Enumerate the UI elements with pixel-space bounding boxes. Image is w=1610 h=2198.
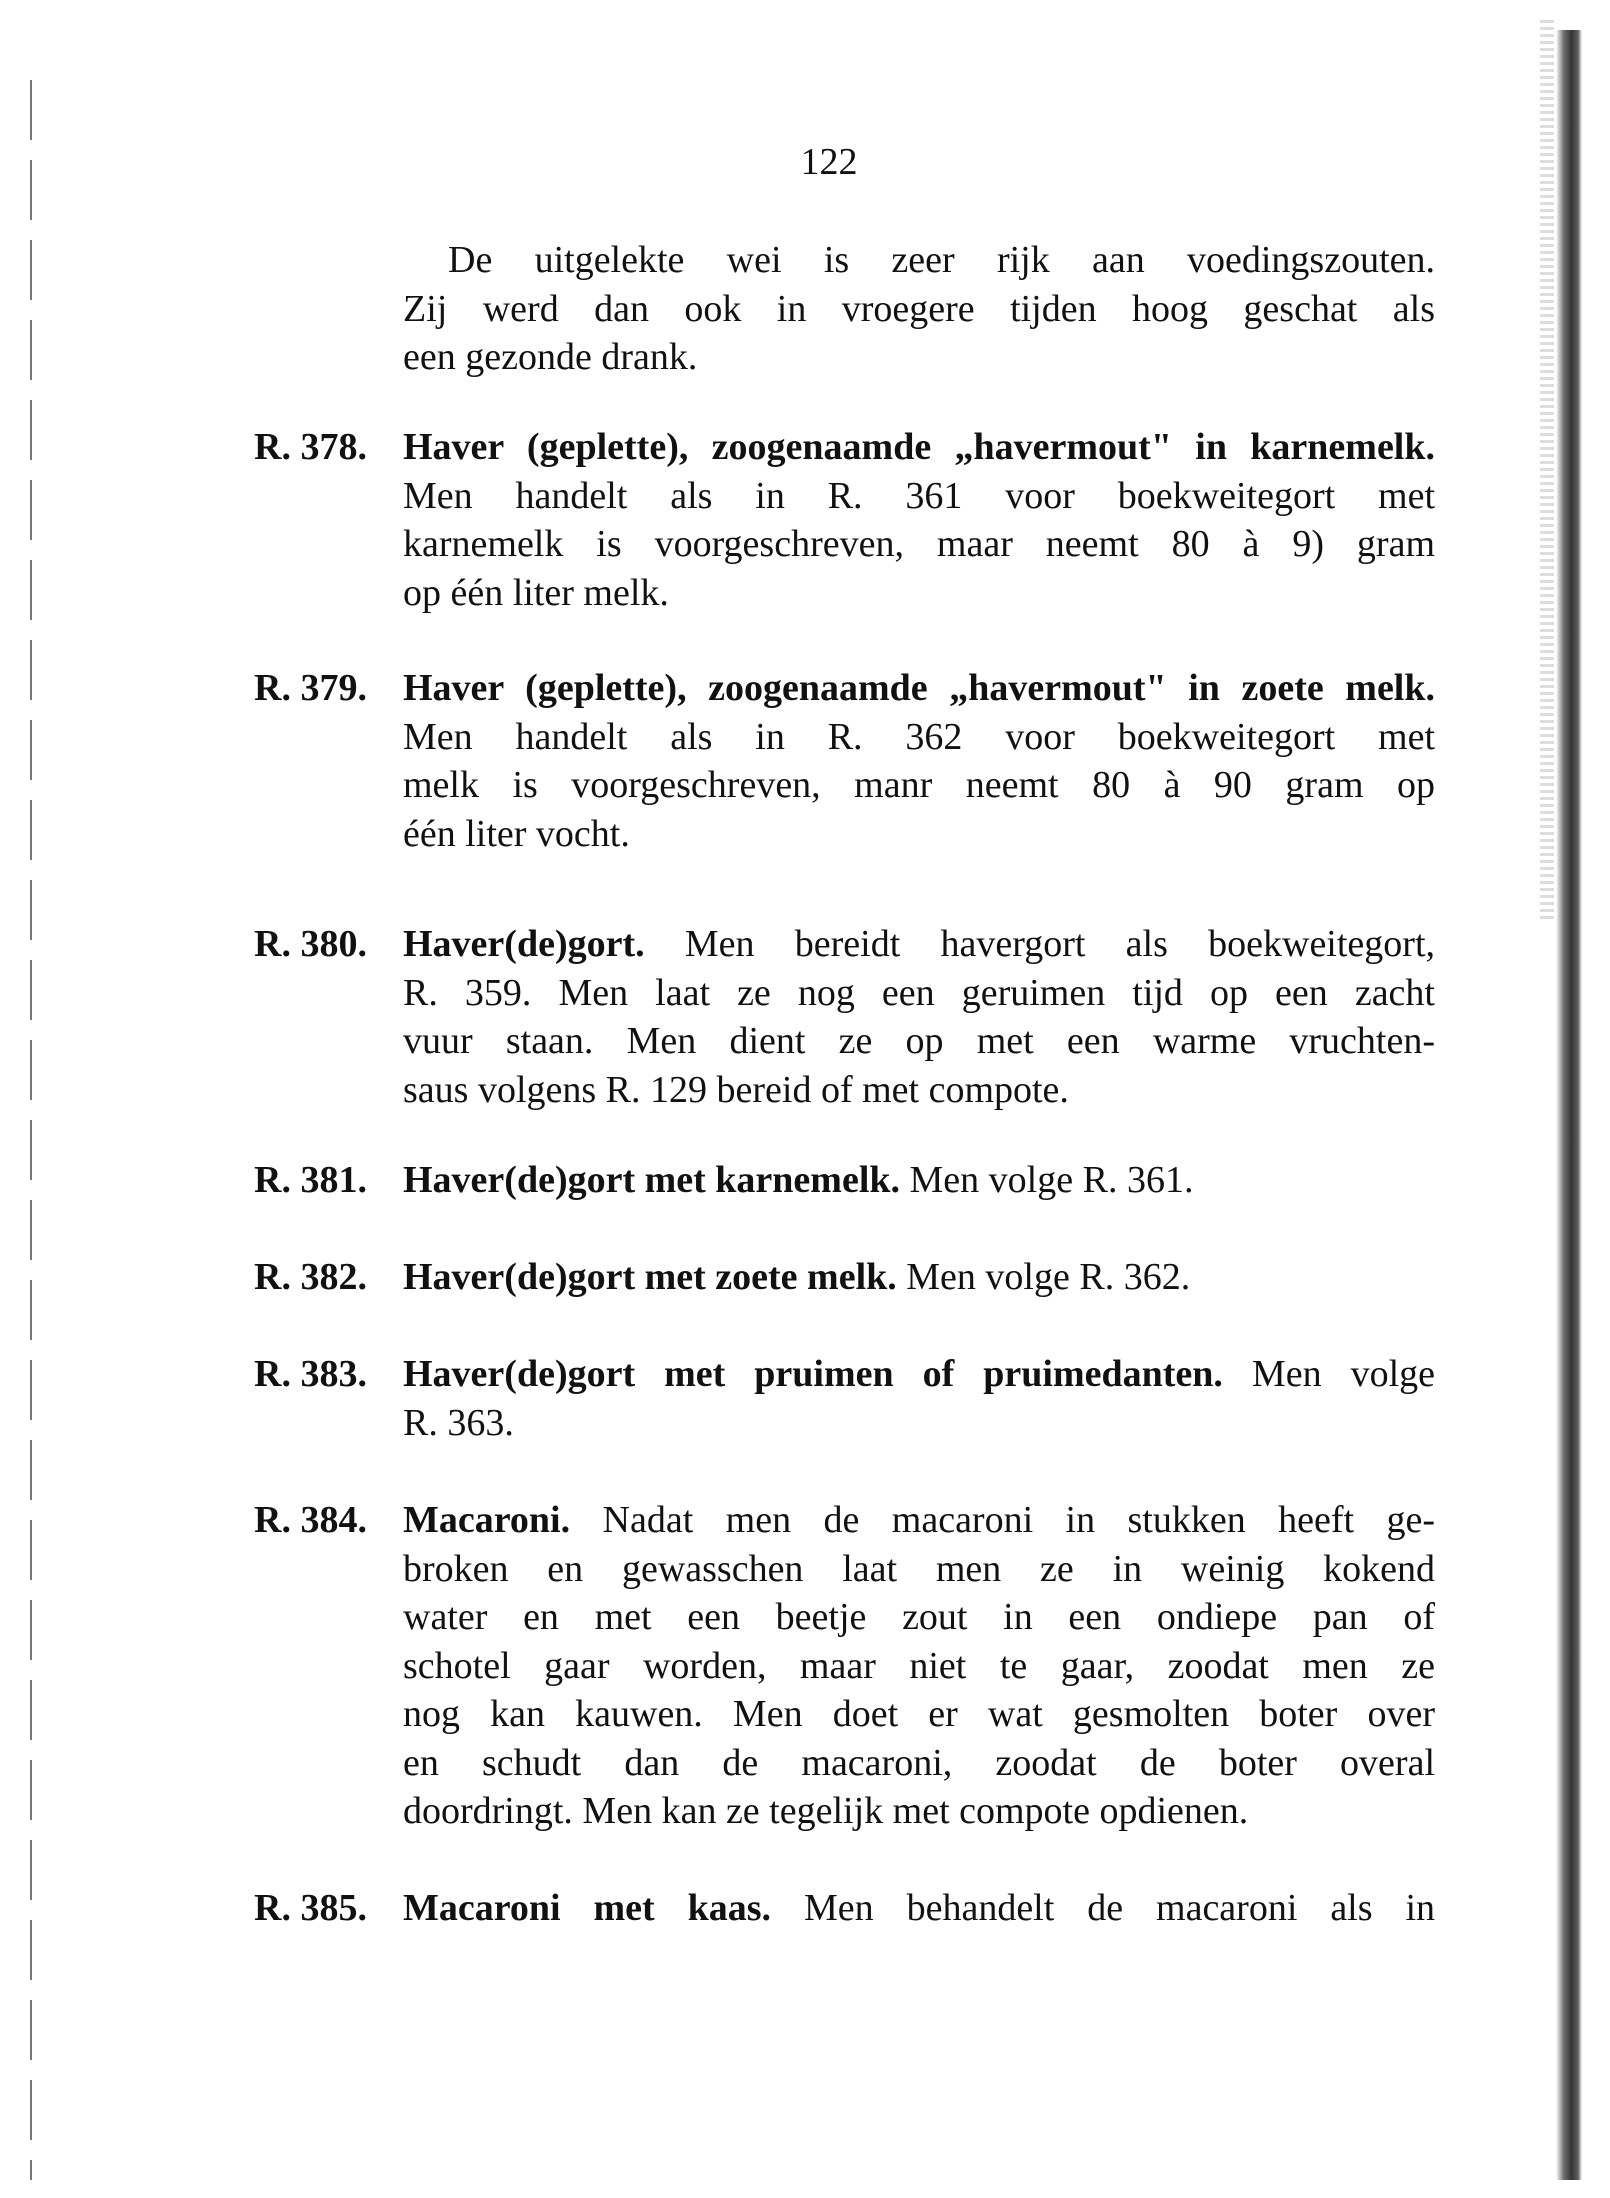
page-number: 122 [800, 141, 858, 183]
recipe-number: R. 385. [254, 1887, 367, 1929]
recipe-number: R. 382. [254, 1256, 367, 1298]
recipe-text-line: melk is voorgeschreven, manr neemt 80 à 90 gram op [403, 764, 1435, 806]
recipe-number: R. 378. [254, 426, 367, 468]
recipe-text: Men behandelt de macaroni als in [804, 1887, 1436, 1929]
recipe-number: R. 384. [254, 1499, 367, 1541]
recipe-first-line [403, 1496, 1435, 1544]
recipe-title: Macaroni met kaas. [403, 1887, 772, 1929]
intro-line: Zij werd dan ook in vroegere tijden hoog geschat als [403, 287, 1435, 330]
recipe-text: Nadat men de macaroni in stukken heeft ge- [602, 1499, 1436, 1541]
recipe-text-line: doordringt. Men kan ze tegelijk met compote opdienen. [403, 1790, 1249, 1832]
recipe-text-line: karnemelk is voorgeschreven, maar neemt 80 à 9) gram [403, 523, 1435, 565]
recipe-text-line: Men handelt als in R. 361 voor boekweitegort met [403, 474, 1435, 517]
recipe-title: Haver(de)gort met karnemelk. [403, 1159, 901, 1201]
recipe-title: Haver(de)gort met pruimen of pruimedanten. [403, 1353, 1223, 1395]
intro-line: een gezonde drank. [403, 336, 698, 378]
recipe-text: Men volge R. 361. [909, 1159, 1194, 1201]
recipe-title: Haver(de)gort. [403, 923, 645, 965]
recipe-first-line [403, 423, 1435, 471]
recipe-text-line: R. 359. Men laat ze nog een geruimen tijd op een zacht [403, 971, 1435, 1014]
recipe-text-line: en schudt dan de macaroni, zoodat de boter overal [403, 1741, 1435, 1784]
recipe-first-line [403, 1253, 1435, 1301]
recipe-first-line [403, 920, 1435, 968]
scan-edge-left [30, 80, 32, 2180]
recipe-text-line: op één liter melk. [403, 571, 669, 614]
recipe-text: Men bereidt havergort als boekweitegort, [684, 923, 1435, 965]
recipe-number: R. 380. [254, 923, 367, 965]
recipe-text: Men volge R. 362. [906, 1256, 1191, 1298]
recipe-first-line [403, 664, 1435, 712]
recipe-title: Haver (geplette), zoogenaamde „havermout" in zoete melk. [403, 667, 1435, 709]
recipe-number: R. 381. [254, 1159, 367, 1201]
intro-line: De uitgelekte wei is zeer rijk aan voedingszouten. [448, 239, 1435, 281]
recipe-title: Haver(de)gort met zoete melk. [403, 1256, 897, 1298]
recipe-text-line: nog kan kauwen. Men doet er wat gesmolten boter over [403, 1693, 1435, 1735]
recipe-text-line: schotel gaar worden, maar niet te gaar, zoodat men ze [403, 1644, 1435, 1687]
recipe-text-line: één liter vocht. [403, 812, 630, 855]
recipe-text-line: broken en gewasschen laat men ze in weinig kokend [403, 1547, 1435, 1590]
recipe-text-line: vuur staan. Men dient ze op met een warme vruchten- [403, 1020, 1435, 1062]
recipe-title: Macaroni. [403, 1499, 571, 1541]
recipe-title: Haver (geplette), zoogenaamde „havermout" in karnemelk. [403, 426, 1435, 468]
recipe-first-line [403, 1156, 1435, 1204]
recipe-text-line: saus volgens R. 129 bereid of met compote. [403, 1068, 1069, 1111]
recipe-first-line [403, 1884, 1435, 1932]
recipe-text-line: R. 363. [403, 1401, 514, 1444]
recipe-number: R. 383. [254, 1353, 367, 1395]
scan-edge-right [1556, 30, 1582, 2180]
recipe-first-line [403, 1350, 1435, 1398]
recipe-text-line: water en met een beetje zout in een ondiepe pan of [403, 1596, 1435, 1638]
recipe-text: Men volge [1251, 1353, 1435, 1395]
recipe-number: R. 379. [254, 667, 367, 709]
recipe-text-line: Men handelt als in R. 362 voor boekweitegort met [403, 715, 1435, 758]
